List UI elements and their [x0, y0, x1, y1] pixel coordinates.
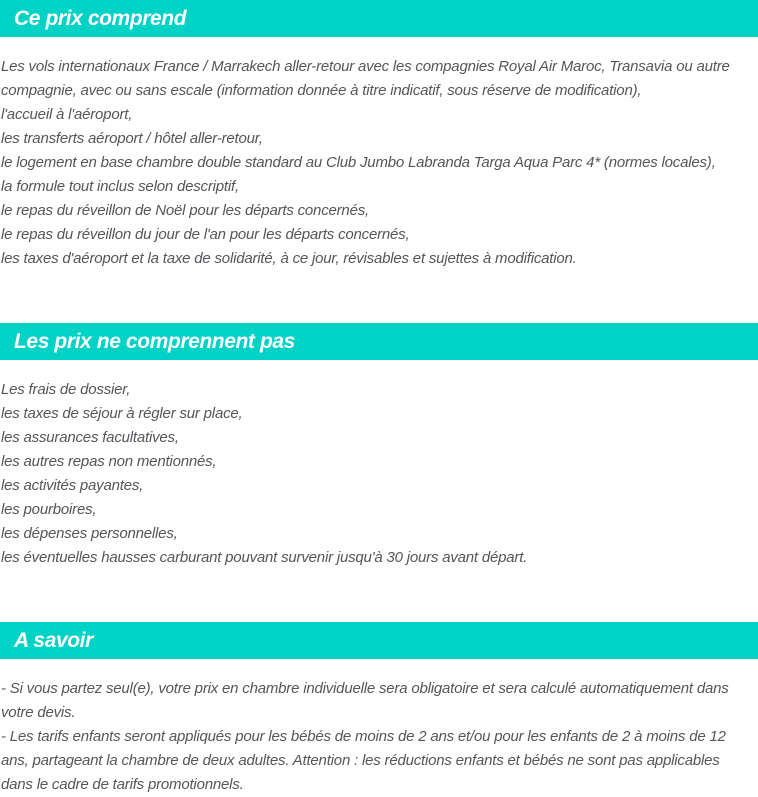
section-title-good-to-know: A savoir	[14, 628, 93, 652]
price-includes-line: les transferts aéroport / hôtel aller-retour,	[1, 130, 263, 147]
price-excludes-line: Les frais de dossier,	[1, 381, 131, 398]
section-good-to-know	[0, 622, 758, 797]
section-header-price-includes	[0, 0, 758, 37]
price-excludes-line: les dépenses personnelles,	[1, 525, 178, 542]
price-includes-line: Les vols internationaux France / Marrakech aller-retour avec les compagnies Royal Air Maroc, Transavia ou autre compagnie, avec ou sans escale (information donnée à titre indicatif, sous réserve de modification),	[1, 58, 730, 99]
price-includes-line: le logement en base chambre double standard au Club Jumbo Labranda Targa Aqua Parc 4* (normes locales),	[1, 154, 716, 171]
section-price-excludes	[0, 323, 758, 570]
section-price-includes	[0, 0, 758, 271]
price-excludes-line: les activités payantes,	[1, 477, 144, 494]
price-excludes-line: les autres repas non mentionnés,	[1, 453, 217, 470]
good-to-know-line: - Les tarifs enfants seront appliqués pour les bébés de moins de 2 ans et/ou pour les enfants de 2 à moins de 12 ans, partageant la chambre de deux adultes. Attention : les réductions enfants et bébés ne sont pas applicables dans le cadre de tarifs promotionnels.	[1, 728, 726, 793]
price-includes-line: le repas du réveillon de Noël pour les départs concernés,	[1, 202, 369, 219]
section-body-good-to-know	[0, 659, 758, 797]
price-includes-line: le repas du réveillon du jour de l'an pour les départs concernés,	[1, 226, 410, 243]
price-excludes-line: les taxes de séjour à régler sur place,	[1, 405, 243, 422]
price-excludes-line: les pourboires,	[1, 501, 97, 518]
price-includes-line: les taxes d'aéroport et la taxe de solidarité, à ce jour, révisables et sujettes à modification.	[1, 250, 577, 267]
section-title-price-excludes: Les prix ne comprennent pas	[14, 329, 295, 353]
section-body-price-excludes	[0, 360, 758, 570]
price-excludes-line: les assurances facultatives,	[1, 429, 179, 446]
good-to-know-line: - Si vous partez seul(e), votre prix en chambre individuelle sera obligatoire et sera calculé automatiquement dans votre devis.	[1, 680, 729, 721]
section-title-price-includes: Ce prix comprend	[14, 6, 187, 30]
section-body-price-includes	[0, 37, 758, 271]
price-includes-line: l'accueil à l'aéroport,	[1, 106, 133, 123]
section-header-good-to-know	[0, 622, 758, 659]
price-excludes-line: les éventuelles hausses carburant pouvant survenir jusqu'à 30 jours avant départ.	[1, 549, 528, 566]
section-header-price-excludes	[0, 323, 758, 360]
price-includes-line: la formule tout inclus selon descriptif,	[1, 178, 239, 195]
